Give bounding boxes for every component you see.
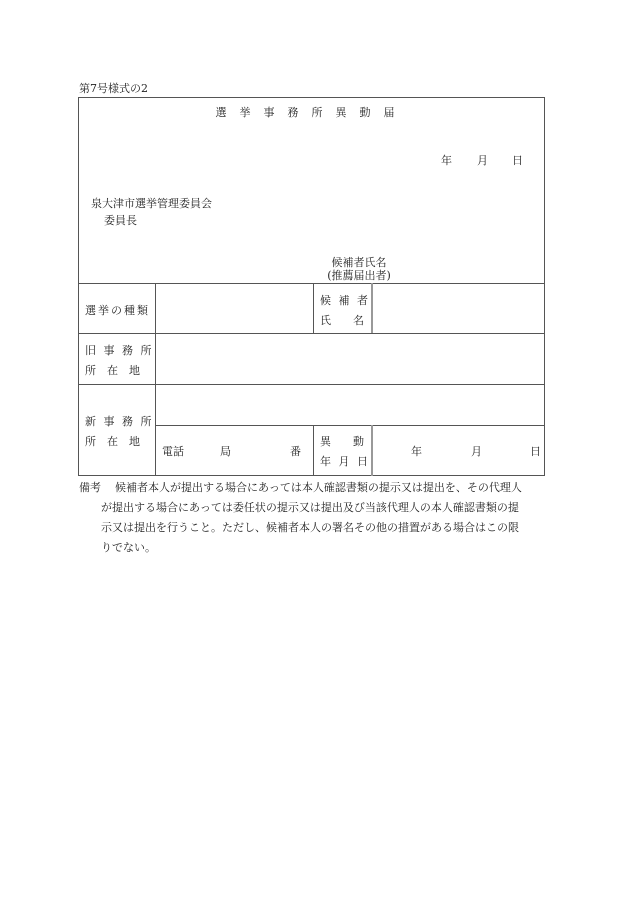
change-date-label-2: 年 月 日 xyxy=(320,455,370,468)
date-year: 年 xyxy=(441,154,452,167)
old-office-label-2: 所 在 地 xyxy=(85,364,140,377)
remarks-head: 備考 xyxy=(79,481,101,494)
change-day-label: 日 xyxy=(530,445,541,458)
new-office-address-field[interactable] xyxy=(156,385,545,425)
remarks-line: 候補者本人が提出する場合にあっては本人確認書類の提示又は提出を、その代理人 xyxy=(115,481,522,494)
new-office-label-2: 所 在 地 xyxy=(85,435,140,448)
remarks-line: が提出する場合にあっては委任状の提示又は提出及び当該代理人の本人確認書類の提 xyxy=(101,501,519,514)
remarks-line: りでない。 xyxy=(101,541,156,554)
old-office-address-field[interactable] xyxy=(156,334,545,384)
recipient-organization: 泉大津市選挙管理委員会 xyxy=(91,197,212,210)
column-divider-change xyxy=(313,425,314,476)
date-month: 月 xyxy=(477,154,488,167)
applicant-block xyxy=(326,256,392,282)
old-office-label-1: 旧 事 務 所 xyxy=(85,344,154,357)
candidate-name-field[interactable] xyxy=(373,284,545,333)
phone-station-label: 局 xyxy=(220,445,231,458)
change-date-field[interactable] xyxy=(373,426,545,476)
change-date-label-1: 異 動 xyxy=(320,435,364,448)
change-month-label: 月 xyxy=(471,445,482,458)
election-type-label: 選挙の種類 xyxy=(85,304,150,317)
recipient-position: 委員長 xyxy=(104,214,137,227)
remarks-body xyxy=(101,478,547,558)
election-type-field[interactable] xyxy=(155,284,313,333)
candidate-name-label-1: 候 補 者 xyxy=(320,294,370,307)
date-day: 日 xyxy=(512,154,523,167)
change-year-label: 年 xyxy=(411,445,422,458)
form-number: 第7号様式の2 xyxy=(79,82,148,95)
phone-label: 電話 xyxy=(162,445,184,458)
phone-field[interactable] xyxy=(156,426,313,476)
remarks-line: 示又は提出を行うこと。ただし、候補者本人の署名その他の措置がある場合はこの限 xyxy=(101,521,519,534)
candidate-name-label-2: 氏 名 xyxy=(320,314,364,327)
column-divider-candidate xyxy=(313,283,314,333)
new-office-label-1: 新 事 務 所 xyxy=(85,415,154,428)
phone-number-label: 番 xyxy=(290,445,301,458)
applicant-sub-label: (推薦届出者) xyxy=(327,269,391,282)
document-title: 選挙事務所異動届 xyxy=(215,106,408,119)
applicant-label: 候補者氏名 xyxy=(331,256,387,269)
